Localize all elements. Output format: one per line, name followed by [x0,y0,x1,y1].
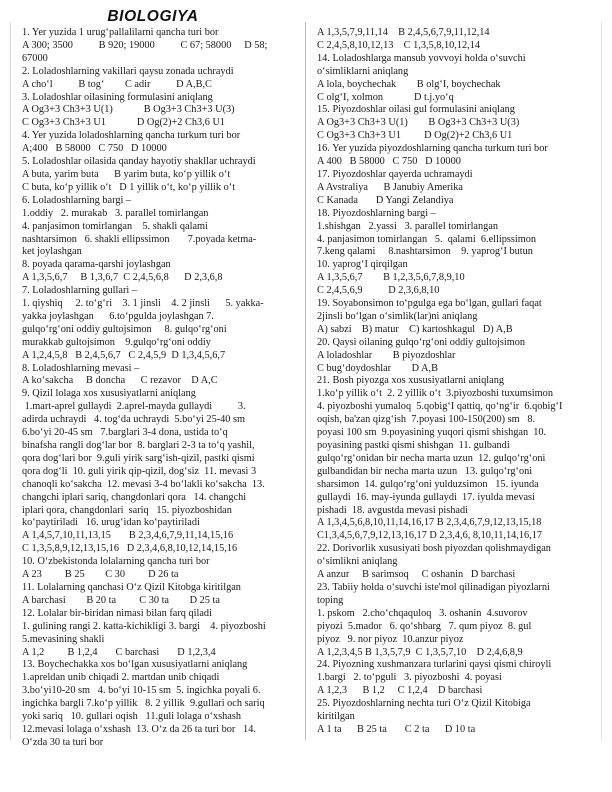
left-column-line: A 300; 3500 B 920; 19000 C 67; 58000 D 58; [22,39,268,51]
right-column-line: A 1,3,5,6,7 B 1,2,3,5,6,7,8,9,10 [317,272,465,284]
left-column-line: 7. Loladoshlarning gullari – [22,285,137,297]
left-column-line: 2. Loladoshlarning vakillari qaysu zonada uchraydi [22,65,234,77]
right-column-line: 4. panjasimon tomirlangan 5. qalami 6.ellipssimon [317,233,537,245]
left-column-line: A 23 B 25 C 30 D 26 ta [22,569,179,581]
left-column-line: changchi iplari sariq, changdonlari qora 14. changchi [22,491,247,503]
left-column-line: A;400 B 58000 C 750 D 10000 [22,143,167,155]
right-column-line: C bugʻdoydoshlar D A,B [317,362,438,374]
right-column-line: oʻsimliklarni aniqlang [317,65,409,77]
right-column-line: 21. Bosh piyozga xos xususiyatlarni aniqlang [317,375,505,387]
left-column-line: A 1,2,4,5,8 B 2,4,5,6,7 C 2,4,5,9 D 1,3,4,5,6,7 [22,349,226,361]
right-column-line: 10. yaprogʻI qirqilgan [317,259,408,271]
left-column-line: A Og3+3 Ch3+3 U(1) B Og3+3 Ch3+3 U(3) [22,104,235,116]
right-column-line: 16. Yer yuzida piyozdoshlarning qancha turkum turi bor [317,143,548,155]
left-column-line: 10. Oʻzbekistonda lolalarning qancha turi bor [22,556,210,568]
right-column-line: 1.shishgan 2.yassi 3. parallel tomirlangan [317,220,499,232]
left-column-line: 9. Qizil lolaga xos xususiyatlarni aniqlang [22,388,196,400]
right-column-line: 25. Piyozdoshlarning nechta turi Oʻz Qizil Kitobiga [317,698,531,710]
left-column-line: 11. Lolalarning qanchasi Oʻz Qizil Kitobga kiritilgan [22,581,241,593]
right-column-line: C 2,4,5,6,9 D 2,3,6,8,10 [317,285,440,297]
right-column-line: A 1,2,3 B 1,2 C 1,2,4 D barchasi [317,685,483,697]
left-column-line: 1.oddiy 2. murakab 3. parallel tomirlangan [22,207,209,219]
left-column-line: yoki sariq 10. gullari oqish 11.guli lolaga oʻxshash [22,711,241,723]
right-column-line: A Og3+3 Ch3+3 U(1) B Og3+3 Ch3+3 U(3) [317,117,520,129]
right-column-line: 15. Piyozdoshlar oilasi gul formulasini aniqlang [317,104,515,116]
right-column-line: piyozi 5.mador 6. qoʻshbarg 7. qum piyoz 8. gul [317,620,532,632]
left-column-line: A koʻsakcha B doncha C rezavor D A,C [22,375,218,387]
right-column-line: A) sabzi B) matur C) kartoshkagul D) A,B [317,323,513,335]
right-column-line: A lola, boychechak B olgʻI, boychechak [317,78,501,90]
right-column-line: C Og3+3 Ch3+3 U1 D Og(2)+2 Ch3,6 U1 [317,130,513,142]
right-column-line: C olgʻI, xolmon D t.j.yoʻq [317,91,454,103]
left-column-line: 6.boʻyi 20-45 sm 7.barglari 3-4 dona, ustida toʻq [22,427,228,439]
left-column-line: 8. Loladoshlarning mevasi – [22,362,140,374]
right-column-line: A loladoshlar B piyozdoshlar [317,349,456,361]
right-column-line: oqish, ba'zan qizgʻish 7.poyasi 100-150(200) sm 8. [317,414,536,426]
left-text-column [22,27,297,750]
right-column-line: gullaydi 16. may-iyunda gullaydi 17. iyulda mevasi [317,491,535,503]
right-column-line: 23. Tabiiy holda oʻsuvchi iste'mol qilinadigan piyozlarni [317,581,550,593]
right-column-line: A 400 B 58000 C 750 D 10000 [317,156,461,168]
right-column-line: A 1,3,5,7,9,11,14 B 2,4,5,6,7,9,11,12,14 [317,27,490,38]
page-frame-left-edge [10,22,11,740]
right-column-line: 14. Loladoshlarga mansub yovvoyi holda oʻsuvchi [317,52,526,64]
left-column-line: binafsha rangli dogʻlar bor 8. barglari 2-3 ta toʻq yashil, [22,440,255,451]
column-divider [305,22,306,740]
right-column-line: sharsimon 14. gulqoʻrgʻoni yulduzsimon 15. iyunda [317,478,539,490]
right-column-line: 1. pskom 2.choʻchqaquloq 3. oshanin 4.suvorov [317,607,528,619]
left-column-line: A 1,4,5,7,10,11,13,15 B 2,3,4,6,7,9,11,14,15,16 [22,530,234,542]
left-column-line: qora dogʻlari bor 9.guli yirik sargʻish-qizil, pastki qismi [22,452,255,464]
left-column-line: 8. poyada qarama-qarshi joylashgan [22,259,171,271]
left-column-line: C 1,3,5,8,9,12,13,15,16 D 2,3,4,6,8,10,12,14,15,16 [22,543,238,555]
left-column-line: ingichka bargli 7.koʻp yillik 8. 2 yillik 9.gullari och sariq [22,698,265,710]
right-column-line: gulqoʻrgʻonidan bir necha marta uzun 12. gulqoʻrgʻoni [317,452,546,464]
left-column-line: 3.boʻyi10-20 sm 4. boʻyi 10-15 sm 5. ingichka poyali 6. [22,685,261,697]
left-column-line: 12.mevasi lolaga oʻxshash 13. Oʻz da 26 ta turi bor 14. [22,723,256,735]
left-column-line: 67000 [22,52,48,64]
left-column-line: A barchasi B 20 ta C 30 ta D 25 ta [22,594,220,606]
left-column-line: 1. qiyshiq 2. toʻgʻri 3. 1 jinsli 4. 2 jinsli 5. yakka- [22,298,264,310]
page-frame-right-edge [601,22,602,740]
right-column-line: C1,3,4,5,6,7,9,12,13,16,17 D 2,3,4,6, 8,10,11,14,16,17 [317,530,543,542]
left-column-line: 1. gulining rangi 2. katta-kichikligi 3. bargi 4. piyozboshi [22,620,266,632]
right-column-line: 7.keng qalami 8.nashtarsimon 9. yaprogʻI butun [317,246,533,258]
left-column-line: murakkab gultojsimon 9.gulqoʻrgʻoni oddiy [22,336,211,348]
right-column-line: A Avstraliya B Janubiy Amerika [317,181,463,193]
right-column-line: pishadi 18. avgustda mevasi pishadi [317,504,468,516]
right-column-line: poyasi 100 sm 9.poyasining yuqori qismi shishgan 10. [317,427,547,439]
right-column-line: poyasining pastki qismi shishgan 11. gulbandi [317,440,510,451]
right-column-line: 1.koʻp yillik oʻt 2. 2 yillik oʻt 3.piyozboshi tuxumsimon [317,388,553,400]
left-column-line: 5.mevasining shakli [22,633,105,645]
right-column-line: C 2,4,5,8,10,12,13 C 1,3,5,8,10,12,14 [317,39,481,51]
right-column-line: 24. Piyozning xushmanzara turlarini qaysi qismi chiroyli [317,659,552,671]
left-column-line: 3. Loladoshlar oilasining formulasini aniqlang [22,91,213,103]
right-column-line: C Kanada D Yangi Zelandiya [317,194,454,206]
right-column-line: 19. Soyabonsimon toʻpgulga ega boʻlgan, gullari faqat [317,298,542,310]
left-column-line: yakka joylashgan 6.toʻpgulda joylashgan 7. [22,310,214,322]
left-column-line: A buta, yarim buta B yarim buta, koʻp yillik oʻt [22,168,231,180]
left-column-line: 12. Lolalar bir-biridan nimasi bilan farq qiladi [22,607,212,619]
left-column-line: chanoqli koʻsakcha 12. mevasi 3-4 boʻlakli koʻsakcha 13. [22,478,265,490]
left-column-line: 1.mart-aprel gullaydi 2.aprel-mayda gullaydi 3. [22,401,246,413]
right-column-line: 1.bargi 2. toʻpguli 3. piyozboshi 4. poyasi [317,672,502,684]
left-column-line: ket joylashgan [22,246,82,258]
left-column-line: C buta, koʻp yillik oʻt D 1 yillik oʻt, koʻp yillik oʻt [22,181,236,193]
left-column-line: 6. Loladoshlarning bargi – [22,194,132,206]
page-title: BIOLOGIYA [107,8,199,25]
right-column-line: oʻsimlikni aniqlang [317,556,398,568]
right-column-line: A 1,2,3,4,5 B 1,3,5,7,9 C 1,3,5,7,10 D 2,4,6,8,9 [317,646,523,658]
left-column-line: qora dogʻli 10. guli yirik qip-qizil, dogʻsiz 11. mevasi 3 [22,465,257,477]
right-column-line: gulbandidan bir necha marta uzun 13. gulqoʻrgʻoni [317,465,533,477]
left-column-line: koʻpaytiriladi 16. urugʻidan koʻpaytiriladi [22,517,200,529]
left-column-line: C Og3+3 Ch3+3 U1 D Og(2)+2 Ch3,6 U1 [22,117,226,129]
left-column-line: nashtarsimon 6. shakli ellipssimon 7.poyada ketma- [22,233,257,245]
left-column-line: Oʻzda 30 ta turi bor [22,736,104,748]
left-column-line: adirda uchraydi 4. togʻda uchraydi 5.boʻyi 25-40 sm [22,414,246,426]
left-column-line: A choʻl B togʻ C adir D A,B,C [22,78,212,90]
left-column-line: 4. panjasimon tomirlangan 5. shakli qalami [22,220,208,232]
right-column-line: 22. Dorivorlik xususiyati bosh piyozdan qolishmaydigan [317,543,551,555]
left-column-line: 5. Loladoshlar oilasida qanday hayotiy shakllar uchraydi [22,156,256,168]
right-column-line: kiritilgan [317,711,355,723]
right-column-line: 2jinsli boʻlgan oʻsimlik(lar)ni aniqlang [317,310,478,322]
right-column-line: 4. piyozboshi yumaloq 5.qobigʻI qattiq, qoʻngʻir 6.qobigʻI [317,401,563,413]
right-column-line: A 1,3,4,5,6,8,10,11,14,16,17 B 2,3,4,6,7,9,12,13,15,18 [317,517,542,529]
left-column-line: 1. Yer yuzida 1 urugʻpallalilarni qancha turi bor [22,27,219,38]
right-column-line: 17. Piyozdoshlar qayerda uchramaydi [317,168,473,180]
left-column-line: 1.apreldan unib chiqadi 2. martdan unib chiqadi [22,672,220,684]
right-column-line: A 1 ta B 25 ta C 2 ta D 10 ta [317,723,476,735]
left-column-line: 13. Boychechakka xos boʻlgan xususiyatlarni aniqlang [22,659,248,671]
right-column-line: toping [317,594,344,606]
right-column-line: piyoz 9. nor piyoz 10.anzur piyoz [317,633,464,645]
left-column-line: iplari qora, changdonlari sariq 15. piyozboshidan [22,504,232,516]
left-column-line: A 1,2 B 1,2,4 C barchasi D 1,2,3,4 [22,646,216,658]
left-column-line: A 1,3,5,6,7 B 1,3,6,7 C 2,4,5,6,8 D 2,3,6,8 [22,272,223,284]
left-column-line: 4. Yer yuzida loladoshlarning qancha turkum turi bor [22,130,241,142]
right-column-line: A anzur B sarimsoq C oshanin D barchasi [317,569,516,581]
left-column-line: gulqoʻrgʻoni oddiy gultojsimon 8. gulqoʻrgʻoni [22,323,227,335]
right-text-column [317,27,594,737]
right-column-line: 18. Piyozdoshlarning bargi – [317,207,436,219]
right-column-line: 20. Qaysi oilaning gulqoʻrgʻoni oddiy gultojsimon [317,336,526,348]
